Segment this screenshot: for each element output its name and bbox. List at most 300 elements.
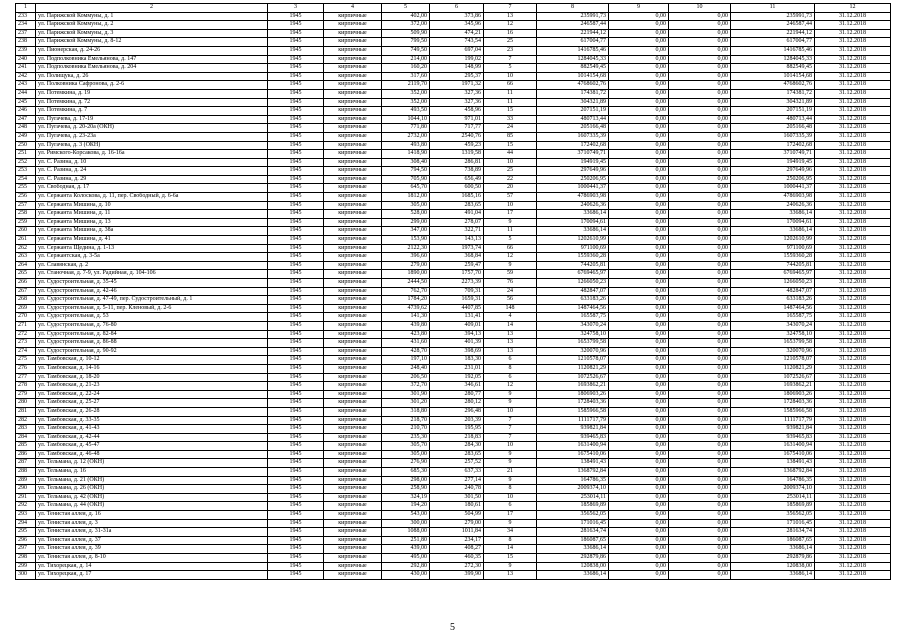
cell-total-area: 493,80 [382,141,430,150]
cell-year-built: 1945 [268,562,324,571]
table-row [16,433,891,442]
cell-living-area: 368,84 [430,253,484,262]
cell-address: ул. Тамбовская, д. 46-48 [36,450,268,459]
table-row [16,141,891,150]
cell-row-number: 294 [16,519,36,528]
cell-row-number: 291 [16,493,36,502]
cell-row-number: 279 [16,390,36,399]
cell-residents: 17 [484,210,537,219]
cell-cost-total: 4768602,76 [731,81,815,90]
cell-residents: 66 [484,244,537,253]
cell-wall-material: кирпичные [324,115,382,124]
cell-wall-material: кирпичные [324,373,382,382]
cell-cost-total: 33686,14 [731,571,815,580]
cell-cost-regional: 0,00 [609,210,669,219]
cell-total-area: 528,00 [382,210,430,219]
cell-cost-local: 0,00 [669,347,731,356]
cell-cost-local: 0,00 [669,468,731,477]
cell-cost-estimate: 1653799,58 [537,339,609,348]
cell-cost-total: 194919,45 [731,158,815,167]
cell-wall-material: кирпичные [324,29,382,38]
cell-cost-regional: 0,00 [609,356,669,365]
table-row [16,493,891,502]
cell-cost-estimate: 1284045,33 [537,55,609,64]
cell-cost-regional: 0,00 [609,158,669,167]
cell-cost-total: 170094,61 [731,218,815,227]
cell-wall-material: кирпичные [324,89,382,98]
cell-wall-material: кирпичные [324,511,382,520]
cell-living-area: 1011,84 [430,528,484,537]
cell-deadline: 31.12.2018 [815,356,891,365]
cell-total-area: 2732,00 [382,132,430,141]
cell-row-number: 277 [16,373,36,382]
cell-wall-material: кирпичные [324,270,382,279]
cell-cost-total: 1585966,58 [731,407,815,416]
cell-row-number: 240 [16,55,36,64]
cell-total-area: 439,00 [382,545,430,554]
cell-total-area: 324,19 [382,493,430,502]
cell-wall-material: кирпичные [324,124,382,133]
cell-year-built: 1945 [268,167,324,176]
cell-address: ул. Тельмана, д. 16 [36,468,268,477]
cell-living-area: 278,07 [430,218,484,227]
cell-cost-total: 1111717,79 [731,416,815,425]
cell-cost-regional: 0,00 [609,373,669,382]
cell-cost-local: 0,00 [669,132,731,141]
cell-living-area: 280,77 [430,390,484,399]
cell-cost-total: 292879,86 [731,554,815,563]
header-row [16,4,891,13]
cell-row-number: 242 [16,72,36,81]
cell-cost-regional: 0,00 [609,124,669,133]
cell-cost-regional: 0,00 [609,38,669,47]
cell-wall-material: кирпичные [324,132,382,141]
cell-year-built: 1945 [268,270,324,279]
cell-cost-estimate: 186087,65 [537,536,609,545]
cell-year-built: 1945 [268,150,324,159]
table-row [16,72,891,81]
cell-wall-material: кирпичные [324,382,382,391]
cell-cost-total: 482847,07 [731,287,815,296]
cell-cost-local: 0,00 [669,450,731,459]
cell-row-number: 238 [16,38,36,47]
table-row [16,459,891,468]
cell-address: ул. Сержанта Щедина, д. 1-13 [36,244,268,253]
cell-row-number: 283 [16,425,36,434]
cell-row-number: 296 [16,536,36,545]
cell-living-area: 192,05 [430,373,484,382]
table-row [16,373,891,382]
cell-year-built: 1945 [268,433,324,442]
cell-residents: 25 [484,167,537,176]
cell-cost-local: 0,00 [669,124,731,133]
cell-row-number: 251 [16,150,36,159]
cell-deadline: 31.12.2018 [815,253,891,262]
cell-cost-regional: 0,00 [609,330,669,339]
cell-address: ул. Тихорецкая, д. 17 [36,571,268,580]
cell-cost-total: 1728403,36 [731,399,815,408]
cell-cost-local: 0,00 [669,519,731,528]
cell-year-built: 1945 [268,554,324,563]
cell-living-area: 346,61 [430,382,484,391]
cell-living-area: 203,39 [430,416,484,425]
cell-deadline: 31.12.2018 [815,124,891,133]
table-row [16,12,891,21]
cell-cost-local: 0,00 [669,244,731,253]
cell-total-area: 153,90 [382,236,430,245]
cell-total-area: 292,80 [382,562,430,571]
cell-row-number: 254 [16,175,36,184]
cell-address: ул. Тенистая аллея, д. 3 [36,519,268,528]
cell-row-number: 237 [16,29,36,38]
cell-address: ул. Станочная, д. 7-9, ул. Радийная, д. 104-106 [36,270,268,279]
cell-cost-local: 0,00 [669,476,731,485]
cell-living-area: 459,23 [430,141,484,150]
cell-cost-local: 0,00 [669,562,731,571]
cell-cost-local: 0,00 [669,72,731,81]
cell-cost-regional: 0,00 [609,442,669,451]
cell-address: ул. Тамбовская, д. 41-43 [36,425,268,434]
table-row [16,64,891,73]
cell-cost-local: 0,00 [669,502,731,511]
cell-deadline: 31.12.2018 [815,279,891,288]
cell-wall-material: кирпичные [324,356,382,365]
cell-row-number: 246 [16,107,36,116]
cell-deadline: 31.12.2018 [815,511,891,520]
cell-cost-local: 0,00 [669,493,731,502]
table-row [16,407,891,416]
cell-living-area: 409,01 [430,321,484,330]
table-row [16,364,891,373]
cell-address: ул. Тамбовская, д. 25-27 [36,399,268,408]
cell-deadline: 31.12.2018 [815,98,891,107]
cell-address: ул. Тельмана, д. 44 (ОКН) [36,502,268,511]
cell-residents: 14 [484,545,537,554]
cell-residents: 4 [484,313,537,322]
cell-cost-local: 0,00 [669,528,731,537]
table-row [16,167,891,176]
table-row [16,511,891,520]
cell-cost-total: 1202610,99 [731,236,815,245]
cell-total-area: 317,60 [382,72,430,81]
cell-deadline: 31.12.2018 [815,287,891,296]
cell-wall-material: кирпичные [324,201,382,210]
cell-cost-estimate: 1210578,07 [537,356,609,365]
cell-year-built: 1945 [268,519,324,528]
cell-address: ул. Тенистая аллея, д. 39 [36,545,268,554]
cell-cost-regional: 0,00 [609,193,669,202]
cell-residents: 11 [484,89,537,98]
cell-cost-regional: 0,00 [609,64,669,73]
cell-cost-total: 164786,35 [731,476,815,485]
cell-wall-material: кирпичные [324,175,382,184]
cell-wall-material: кирпичные [324,450,382,459]
cell-wall-material: кирпичные [324,339,382,348]
cell-year-built: 1945 [268,450,324,459]
cell-cost-estimate: 1000441,37 [537,184,609,193]
cell-total-area: 218,70 [382,416,430,425]
cell-cost-local: 0,00 [669,442,731,451]
cell-row-number: 288 [16,468,36,477]
cell-cost-estimate: 356562,05 [537,511,609,520]
cell-cost-local: 0,00 [669,554,731,563]
table-row [16,287,891,296]
cell-deadline: 31.12.2018 [815,150,891,159]
cell-cost-estimate: 165587,75 [537,313,609,322]
cell-living-area: 2273,39 [430,279,484,288]
cell-total-area: 214,00 [382,55,430,64]
cell-wall-material: кирпичные [324,261,382,270]
cell-cost-total: 253014,11 [731,493,815,502]
cell-residents: 10 [484,493,537,502]
cell-year-built: 1945 [268,511,324,520]
cell-address: ул. Пугачева, д. 17-19 [36,115,268,124]
cell-wall-material: кирпичные [324,12,382,21]
cell-row-number: 239 [16,46,36,55]
cell-year-built: 1945 [268,46,324,55]
cell-cost-local: 0,00 [669,81,731,90]
cell-total-area: 248,40 [382,364,430,373]
cell-year-built: 1945 [268,347,324,356]
cell-cost-local: 0,00 [669,373,731,382]
cell-total-area: 197,10 [382,356,430,365]
cell-residents: 25 [484,38,537,47]
cell-deadline: 31.12.2018 [815,46,891,55]
cell-deadline: 31.12.2018 [815,425,891,434]
cell-address: ул. Парижской Коммуны, д. 3 [36,29,268,38]
cell-cost-local: 0,00 [669,545,731,554]
cell-cost-estimate: 246587,44 [537,21,609,30]
cell-wall-material: кирпичные [324,46,382,55]
cell-residents: 9 [484,218,537,227]
cell-living-area: 656,49 [430,175,484,184]
cell-address: ул. Судостроительная, д. 82-84 [36,330,268,339]
cell-cost-local: 0,00 [669,571,731,580]
cell-cost-total: 1368792,84 [731,468,815,477]
cell-row-number: 245 [16,98,36,107]
cell-residents: 7 [484,425,537,434]
cell-cost-local: 0,00 [669,536,731,545]
cell-deadline: 31.12.2018 [815,493,891,502]
cell-living-area: 717,77 [430,124,484,133]
cell-total-area: 352,00 [382,98,430,107]
cell-cost-local: 0,00 [669,184,731,193]
cell-cost-local: 0,00 [669,218,731,227]
table-row [16,244,891,253]
cell-cost-regional: 0,00 [609,476,669,485]
cell-total-area: 298,00 [382,476,430,485]
cell-total-area: 645,70 [382,184,430,193]
table-row [16,536,891,545]
cell-total-area: 301,90 [382,390,430,399]
cell-row-number: 233 [16,12,36,21]
cell-total-area: 1890,00 [382,270,430,279]
cell-cost-total: 1675410,06 [731,450,815,459]
cell-deadline: 31.12.2018 [815,201,891,210]
cell-cost-regional: 0,00 [609,425,669,434]
cell-row-number: 297 [16,545,36,554]
cell-year-built: 1945 [268,468,324,477]
cell-cost-regional: 0,00 [609,321,669,330]
cell-total-area: 509,90 [382,29,430,38]
cell-deadline: 31.12.2018 [815,502,891,511]
cell-cost-total: 33686,14 [731,210,815,219]
cell-deadline: 31.12.2018 [815,364,891,373]
cell-living-area: 637,33 [430,468,484,477]
cell-year-built: 1945 [268,184,324,193]
cell-living-area: 283,65 [430,450,484,459]
cell-cost-regional: 0,00 [609,175,669,184]
cell-living-area: 709,31 [430,287,484,296]
cell-year-built: 1945 [268,382,324,391]
cell-living-area: 1971,32 [430,81,484,90]
cell-year-built: 1945 [268,321,324,330]
cell-residents: 13 [484,339,537,348]
cell-deadline: 31.12.2018 [815,373,891,382]
cell-cost-regional: 0,00 [609,528,669,537]
cell-living-area: 301,50 [430,493,484,502]
cell-deadline: 31.12.2018 [815,236,891,245]
cell-address: ул. Тенистая аллея, д. 16 [36,511,268,520]
cell-residents: 15 [484,554,537,563]
table-row [16,468,891,477]
cell-wall-material: кирпичные [324,218,382,227]
cell-address: ул. Тельмана, д. 12 (ОКН) [36,459,268,468]
cell-row-number: 248 [16,124,36,133]
cell-cost-estimate: 172402,68 [537,141,609,150]
column-header-cost-estimate: 8 [537,4,609,13]
cell-residents: 15 [484,107,537,116]
table-row [16,425,891,434]
cell-cost-total: 1120821,29 [731,364,815,373]
register-table [15,3,891,580]
table-row [16,132,891,141]
cell-cost-estimate: 1585966,58 [537,407,609,416]
cell-cost-total: 356562,05 [731,511,815,520]
cell-cost-regional: 0,00 [609,519,669,528]
cell-cost-regional: 0,00 [609,339,669,348]
cell-cost-total: 250206,95 [731,175,815,184]
cell-row-number: 268 [16,296,36,305]
cell-residents: 12 [484,253,537,262]
cell-year-built: 1945 [268,536,324,545]
cell-deadline: 31.12.2018 [815,442,891,451]
cell-address: ул. Тамбовская, д. 22-24 [36,390,268,399]
cell-row-number: 244 [16,89,36,98]
cell-total-area: 762,70 [382,287,430,296]
cell-cost-total: 744205,81 [731,261,815,270]
cell-row-number: 257 [16,201,36,210]
cell-deadline: 31.12.2018 [815,347,891,356]
cell-deadline: 31.12.2018 [815,29,891,38]
table-row [16,21,891,30]
cell-total-area: 194,20 [382,502,430,511]
cell-cost-estimate: 971100,69 [537,244,609,253]
cell-cost-regional: 0,00 [609,416,669,425]
cell-cost-estimate: 221944,12 [537,29,609,38]
cell-row-number: 250 [16,141,36,150]
cell-row-number: 255 [16,184,36,193]
cell-residents: 9 [484,476,537,485]
cell-residents: 24 [484,287,537,296]
cell-total-area: 2119,70 [382,81,430,90]
cell-cost-estimate: 250206,95 [537,175,609,184]
cell-year-built: 1945 [268,29,324,38]
cell-address: ул. С. Разина, д. 10 [36,158,268,167]
cell-row-number: 274 [16,347,36,356]
cell-cost-regional: 0,00 [609,150,669,159]
cell-row-number: 284 [16,433,36,442]
cell-year-built: 1945 [268,356,324,365]
cell-year-built: 1945 [268,407,324,416]
cell-deadline: 31.12.2018 [815,184,891,193]
cell-deadline: 31.12.2018 [815,304,891,313]
cell-cost-local: 0,00 [669,339,731,348]
cell-cost-regional: 0,00 [609,347,669,356]
cell-cost-regional: 0,00 [609,571,669,580]
cell-total-area: 1812,00 [382,193,430,202]
cell-total-area: 685,30 [382,468,430,477]
cell-total-area: 206,50 [382,373,430,382]
cell-cost-local: 0,00 [669,201,731,210]
table-row [16,476,891,485]
cell-year-built: 1945 [268,364,324,373]
cell-cost-regional: 0,00 [609,511,669,520]
cell-total-area: 258,90 [382,485,430,494]
cell-cost-regional: 0,00 [609,21,669,30]
cell-row-number: 287 [16,459,36,468]
cell-total-area: 431,60 [382,339,430,348]
cell-residents: 56 [484,296,537,305]
cell-living-area: 272,30 [430,562,484,571]
cell-year-built: 1945 [268,287,324,296]
cell-cost-estimate: 33686,14 [537,571,609,580]
table-body [16,12,891,579]
cell-address: ул. С. Разина, д. 24 [36,167,268,176]
cell-cost-local: 0,00 [669,270,731,279]
cell-row-number: 249 [16,132,36,141]
cell-total-area: 160,20 [382,64,430,73]
table-row [16,158,891,167]
table-row [16,545,891,554]
cell-address: ул. Парижской Коммуны, д. 1 [36,12,268,21]
cell-residents: 13 [484,571,537,580]
cell-cost-local: 0,00 [669,459,731,468]
cell-total-area: 305,00 [382,450,430,459]
cell-address: ул. Сержанта Мишина, д. 13 [36,218,268,227]
table-row [16,46,891,55]
cell-total-area: 439,80 [382,321,430,330]
cell-cost-local: 0,00 [669,253,731,262]
cell-living-area: 474,21 [430,29,484,38]
table-row [16,175,891,184]
cell-cost-total: 297649,96 [731,167,815,176]
column-header-deadline: 12 [815,4,891,13]
cell-cost-total: 174381,72 [731,89,815,98]
cell-deadline: 31.12.2018 [815,158,891,167]
cell-deadline: 31.12.2018 [815,459,891,468]
table-row [16,201,891,210]
cell-cost-estimate: 480713,44 [537,115,609,124]
cell-deadline: 31.12.2018 [815,227,891,236]
cell-cost-estimate: 1631400,94 [537,442,609,451]
cell-deadline: 31.12.2018 [815,12,891,21]
cell-residents: 8 [484,364,537,373]
cell-row-number: 281 [16,407,36,416]
cell-cost-estimate: 1559360,28 [537,253,609,262]
cell-deadline: 31.12.2018 [815,141,891,150]
cell-wall-material: кирпичные [324,433,382,442]
